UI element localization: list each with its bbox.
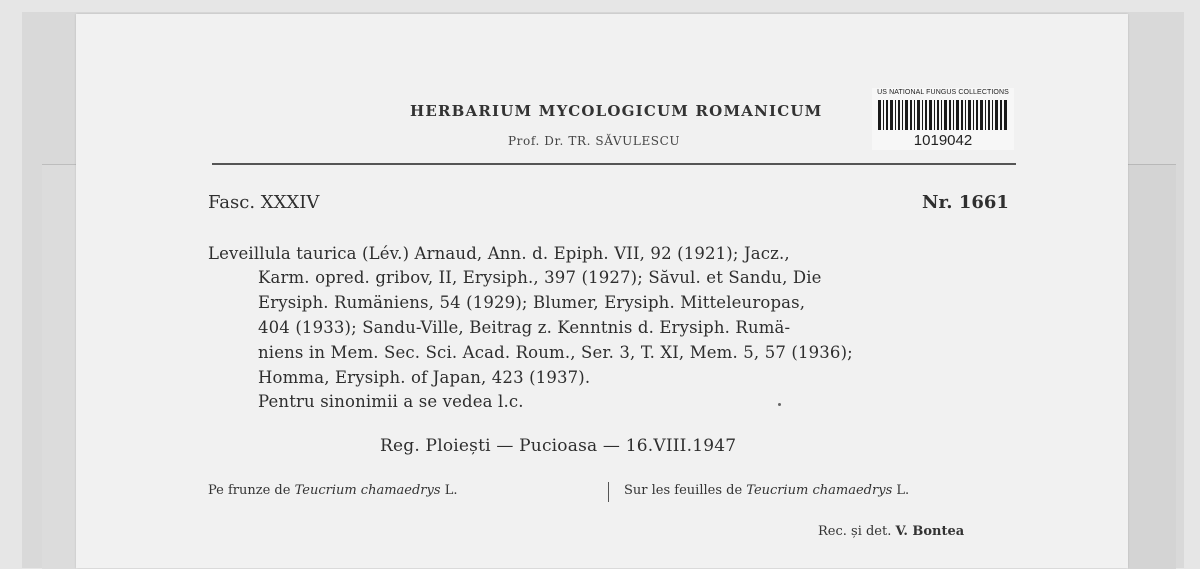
herbarium-title: HERBARIUM MYCOLOGICUM ROMANICUM — [410, 102, 823, 120]
ink-speck — [778, 403, 781, 406]
collector-name: V. Bontea — [895, 524, 965, 539]
citation-line: Pentru sinonimii a se vedea l.c. — [258, 392, 524, 411]
herbarium-curator: Prof. Dr. TR. SĂVULESCU — [508, 134, 681, 148]
citation-line: Karm. opred. gribov, II, Erysiph., 397 (1927); Săvul. et Sandu, Die — [258, 268, 822, 287]
host-divider — [608, 482, 609, 502]
host-french — [624, 483, 909, 498]
host-fr-prefix: Sur les feuilles de — [624, 483, 743, 498]
collector-line — [818, 524, 964, 539]
citation-line: Erysiph. Rumäniens, 54 (1929); Blumer, Erysiph. Mitteleuropas, — [258, 293, 806, 312]
barcode-icon — [878, 100, 1008, 130]
citation-line: niens in Mem. Sec. Sci. Acad. Roum., Ser. 3, T. XI, Mem. 5, 57 (1936); — [258, 343, 853, 362]
citation-line: 404 (1933); Sandu-Ville, Beitrag z. Kenntnis d. Erysiph. Rumä- — [258, 318, 791, 337]
host-ro-prefix: Pe frunze de — [208, 483, 291, 498]
barcode-number: 1019042 — [913, 132, 973, 149]
fascicle-number: Fasc. XXXIV — [208, 192, 320, 213]
header-divider — [212, 163, 1016, 165]
citation-line: Homma, Erysiph. of Japan, 423 (1937). — [258, 368, 591, 387]
host-ro-author: L. — [444, 483, 458, 498]
host-fr-species: Teucrium chamaedrys — [746, 483, 893, 498]
envelope-flap-right — [1128, 164, 1176, 569]
barcode-sticker — [872, 88, 1014, 150]
envelope-flap-left — [42, 164, 76, 569]
specimen-number: Nr. 1661 — [922, 192, 1009, 213]
citation-line: Leveillula taurica (Lév.) Arnaud, Ann. d. Epiph. VII, 92 (1921); Jacz., — [208, 244, 790, 263]
host-fr-author: L. — [896, 483, 910, 498]
barcode-caption: US NATIONAL FUNGUS COLLECTIONS — [877, 89, 1009, 96]
collection-locality: Reg. Ploiești — Pucioasa — 16.VIII.1947 — [380, 436, 737, 456]
collector-prefix: Rec. și det. — [818, 524, 892, 539]
host-ro-species: Teucrium chamaedrys — [294, 483, 441, 498]
host-romanian — [208, 483, 457, 498]
